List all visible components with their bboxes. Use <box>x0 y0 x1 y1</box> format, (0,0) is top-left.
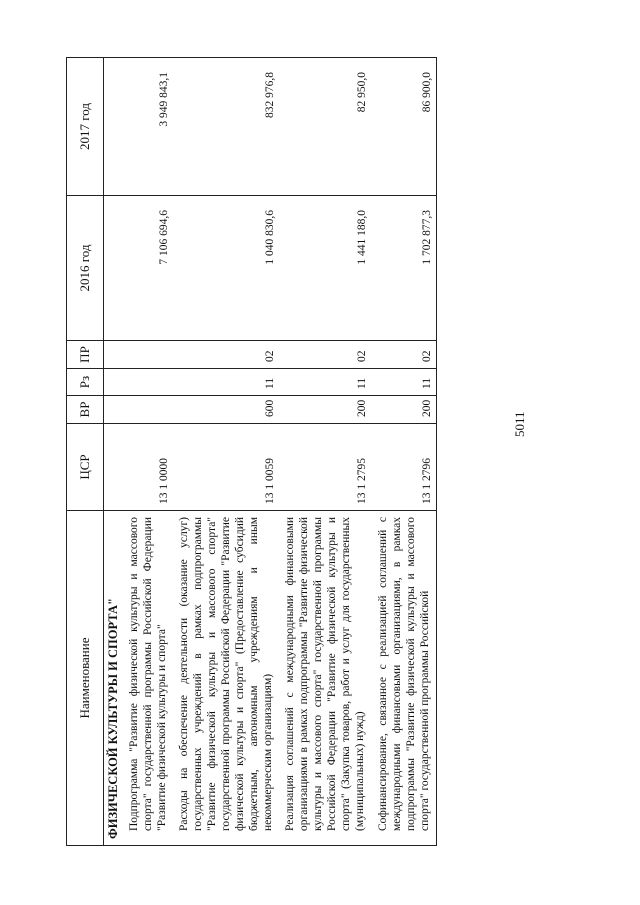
row-2017: 3 949 843,1 <box>123 58 173 196</box>
column-header-2017: 2017 год <box>67 58 104 196</box>
row-vr <box>123 396 173 424</box>
row-2016: 1 040 830,6 <box>173 196 279 341</box>
table-header-row <box>67 58 104 846</box>
row-2017: 82 950,0 <box>279 58 371 196</box>
column-header-csr: ЦСР <box>67 424 104 511</box>
column-header-rz: Рз <box>67 369 104 396</box>
row-2016: 7 106 694,6 <box>123 196 173 341</box>
section-title-row <box>104 58 124 846</box>
table-row <box>279 58 371 846</box>
row-pr: 02 <box>372 341 437 369</box>
row-rz: 11 <box>372 369 437 396</box>
column-header-vr: ВР <box>67 396 104 424</box>
row-name: Софинансирование, связанное с реализацией соглашений с международными финансовыми организациями, в рамках подпрограммы "Развитие физической культуры и массового спорта" государственной программы Российской <box>372 511 437 846</box>
row-vr: 600 <box>173 396 279 424</box>
table-row <box>372 58 437 846</box>
row-name: Реализация соглашений с международными финансовыми организациями в рамках подпрограммы "Развитие физической культуры и массового спорта" государственной программы Российской Федерации "Развитие физической культуры и спорта" (Закупка товаров, работ и услуг для государственных (муниципальных) нужд) <box>279 511 371 846</box>
budget-table-wrapper <box>66 58 588 846</box>
budget-table <box>66 57 437 846</box>
row-rz: 11 <box>173 369 279 396</box>
row-csr: 13 1 2796 <box>372 424 437 511</box>
row-rz <box>123 369 173 396</box>
row-name: Подпрограмма "Развитие физической культуры и массового спорта" государственной программы Российской Федерации "Развитие физической культуры и спорта" <box>123 511 173 846</box>
column-header-pr: ПР <box>67 341 104 369</box>
row-csr: 13 1 0000 <box>123 424 173 511</box>
row-2016: 1 702 877,3 <box>372 196 437 341</box>
row-name: Расходы на обеспечение деятельности (оказание услуг) государственных учреждений в рамках подпрограммы "Развитие физической культуры и массового спорта" государственной программы Российской Федерации "Развитие физической культуры и спорта" (Предоставление субсидий бюджетным, автономным учреждениям и иным некоммерческим организациям) <box>173 511 279 846</box>
row-2017: 832 976,8 <box>173 58 279 196</box>
row-pr <box>123 341 173 369</box>
row-pr: 02 <box>173 341 279 369</box>
row-csr: 13 1 0059 <box>173 424 279 511</box>
row-2017: 86 900,0 <box>372 58 437 196</box>
table-row <box>123 58 173 846</box>
row-csr: 13 1 2795 <box>279 424 371 511</box>
row-pr: 02 <box>279 341 371 369</box>
column-header-name: Наименование <box>67 511 104 846</box>
row-rz: 11 <box>279 369 371 396</box>
section-title: ФИЗИЧЕСКОЙ КУЛЬТУРЫ И СПОРТА" <box>104 511 124 846</box>
row-vr: 200 <box>372 396 437 424</box>
row-2016: 1 441 188,0 <box>279 196 371 341</box>
row-vr: 200 <box>279 396 371 424</box>
table-row <box>173 58 279 846</box>
column-header-2016: 2016 год <box>67 196 104 341</box>
page-number: 5011 <box>512 411 527 437</box>
